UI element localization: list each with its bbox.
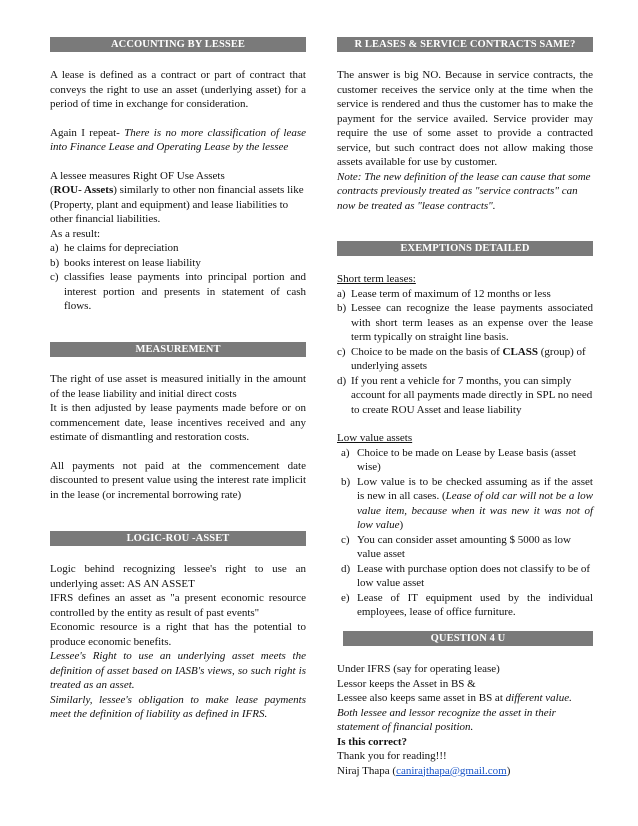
- measurement-body: [50, 372, 306, 502]
- note-paragraph: Note: The new definition of the lease can cause that some contracts previously treated as "service contracts" can now be treated as "lease contracts".: [337, 170, 591, 212]
- result-list: [50, 241, 306, 314]
- logic-paragraph-1: Logic behind recognizing lessee's right to use an underlying asset: AS AN ASSET: [50, 563, 306, 590]
- list-item: b) books interest on lease liability: [50, 256, 201, 269]
- exemptions-body: [337, 272, 593, 620]
- question-line-4: Both lessee and lessor recognize the asset in their statement of financial position.: [337, 706, 556, 733]
- list-item: d) Lease with purchase option does not classify to be of low value asset: [341, 562, 591, 589]
- logic-paragraph-2: IFRS defines an asset as "a present economic resource controlled by the entity as result of past events": [50, 592, 306, 619]
- lease-definition-paragraph: A lease is defined as a contract or part of contract that conveys the right to use an asset (underlying asset) for a period of time in exchange for consideration.: [50, 69, 306, 110]
- low-value-assets-heading: Low value assets: [337, 432, 413, 444]
- question-line-2: Lessor keeps the Asset in BS &: [337, 677, 476, 690]
- list-item: a) he claims for depreciation: [50, 242, 179, 254]
- author-email-link[interactable]: canirajthapa@gmail.com: [396, 764, 507, 777]
- rou-measure-line: A lessee measures Right OF Use Assets: [50, 169, 225, 182]
- rou-paragraph: (ROU- Assets) similarly to other non financial assets like (Property, plant and equipment) and lease liabilities to other financial liabilities.: [50, 184, 304, 225]
- section-header-question-4-u: QUESTION 4 U: [343, 631, 593, 646]
- question-line-1: Under IFRS (say for operating lease): [337, 663, 500, 675]
- logic-paragraph-3: Economic resource is a right that has the potential to produce economic benefits.: [50, 621, 306, 648]
- measurement-paragraph-1: The right of use asset is measured initially in the amount of the lease liability and initial direct costs: [50, 373, 306, 400]
- question-line-3: Lessee also keeps same asset in BS at different value.: [337, 692, 572, 704]
- list-item: c) classifies lease payments into principal portion and interest portion and presents in statement of cash flows.: [50, 271, 306, 312]
- logic-paragraph-5: Similarly, lessee's obligation to make lease payments meet the definition of liability as defined in IFRS.: [50, 693, 306, 720]
- measurement-paragraph-3: All payments not paid at the commencement date discounted to present value using the interest rate implicit in the lease (or incremental borrowing rate): [50, 459, 306, 501]
- short-term-list: [337, 287, 593, 418]
- list-item: c) You can consider asset amounting $ 5000 as low value asset: [341, 533, 571, 560]
- section-header-accounting-by-lessee: ACCOUNTING BY LESSEE: [50, 37, 306, 52]
- question-body: [337, 662, 593, 778]
- list-item: a) Choice to be made on Lease by Lease basis (asset wise): [341, 446, 577, 473]
- list-item: b) Lessee can recognize the lease payments associated with short term leases as an expense over the lease term typically on straight line basis.: [337, 302, 593, 343]
- logic-paragraph-4: Lessee's Right to use an underlying asset meets the definition of asset based on IASB's views, so such right is treated as an asset.: [50, 650, 306, 691]
- accounting-by-lessee-body: [50, 68, 306, 314]
- list-item: a) Lease term of maximum of 12 months or less: [337, 287, 551, 300]
- low-value-list: [337, 446, 593, 620]
- list-item: b) Low value is to be checked assuming as if the asset is new in all cases. (Lease of old car will not be a low value item, because when it was new it was not of low value): [341, 475, 593, 531]
- service-contracts-paragraph: The answer is big NO. Because in service contracts, the customer receives the service only at the time when the service is rendered and thus the customer has to make the payment for the service availed. Service provider may require the use of some asset to provide a contracted service, but such contract does not allow making those assets available for use by customer.: [337, 69, 593, 168]
- thanks-line: Thank you for reading!!!: [337, 750, 447, 762]
- list-item: c) Choice to be made on the basis of CLASS (group) of underlying assets: [337, 345, 586, 372]
- author-line: Niraj Thapa (canirajthapa@gmail.com): [337, 764, 511, 777]
- list-item: e) Lease of IT equipment used by the individual employees, lease of office furniture.: [341, 591, 593, 618]
- repeat-paragraph: Again I repeat- There is no more classification of lease into Finance Lease and Operating Lease by the lessee: [50, 126, 306, 153]
- list-item: d) If you rent a vehicle for 7 months, you can simply account for all payments made directly in SPL no need to create ROU Asset and lease liability: [337, 374, 593, 416]
- question-line-5: Is this correct?: [337, 735, 408, 748]
- section-header-measurement: MEASUREMENT: [50, 342, 306, 357]
- measurement-paragraph-2: It is then adjusted by lease payments made before or on commencement date, lease incentives received and any estimate of dismantling and restoration costs.: [50, 402, 306, 443]
- section-header-exemptions-detailed: EXEMPTIONS DETAILED: [337, 241, 593, 256]
- leases-service-body: [337, 68, 593, 213]
- section-header-logic-rou-asset: LOGIC-ROU -ASSET: [50, 531, 306, 546]
- section-header-leases-service-contracts: R LEASES & SERVICE CONTRACTS SAME?: [337, 37, 593, 52]
- logic-rou-body: [50, 562, 306, 722]
- short-term-leases-heading: Short term leases:: [337, 273, 416, 285]
- as-a-result-label: As a result:: [50, 227, 101, 240]
